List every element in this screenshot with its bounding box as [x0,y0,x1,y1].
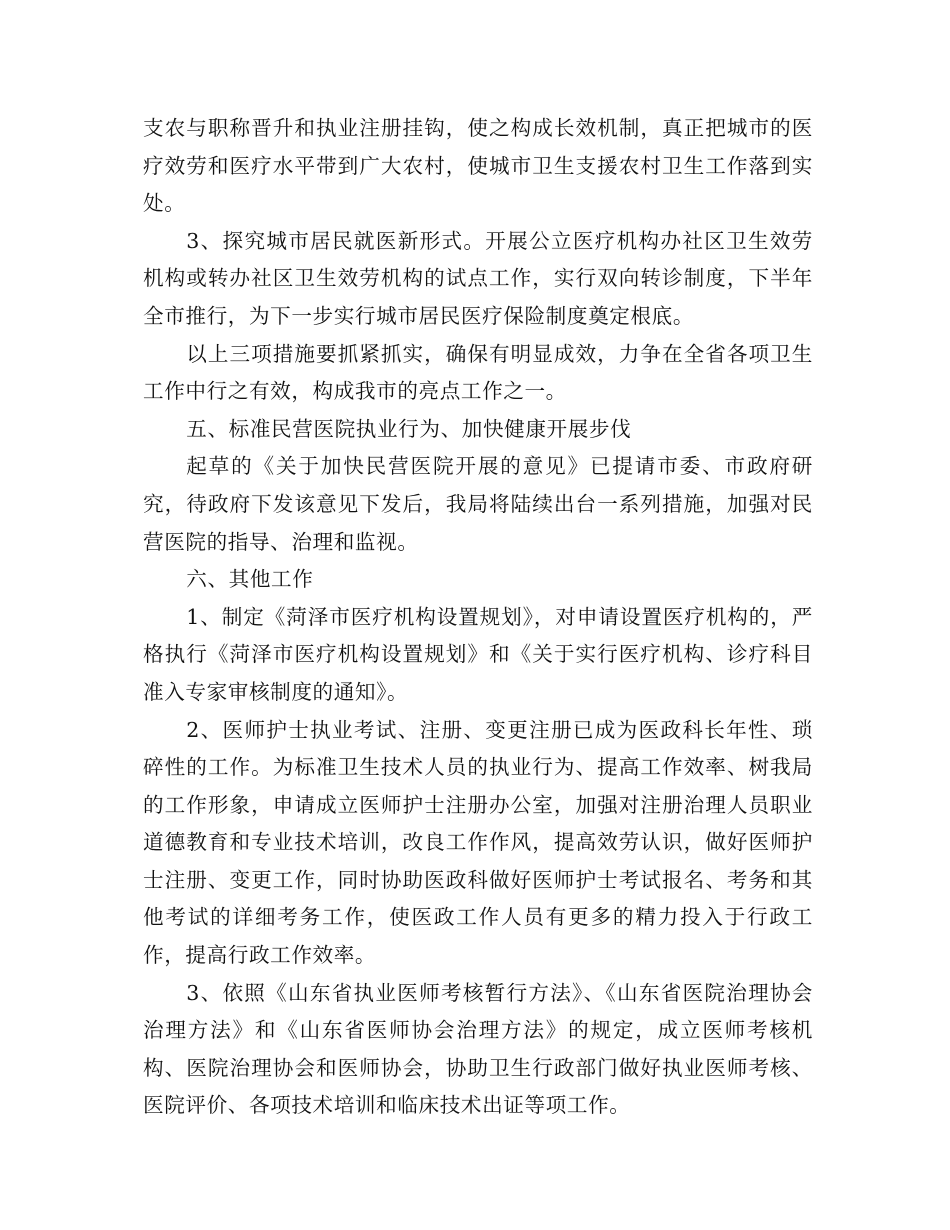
paragraph-item-2-registration: 2、医师护士执业考试、注册、变更注册已成为医政科长年性、琐碎性的工作。为标准卫生技术人员的执业行为、提高工作效率、树我局的工作形象，申请成立医师护士注册办公室，加强对注册治理人员职业道德教育和专业技术培训，改良工作作风，提高效劳认识，做好医师护士注册、变更工作，同时协助医政科做好医师护士考试报名、考务和其他考试的详细考务工作，使医政工作人员有更多的精力投入于行政工作，提高行政工作效率。 [143,717,813,968]
paragraph-item-3-assessment: 3、依照《山东省执业医师考核暂行方法》、《山东省医院治理协会治理方法》和《山东省医师协会治理方法》的规定，成立医师考核机构、医院治理协会和医师协会，协助卫生行政部门做好执业医师考核、医院评价、各项技术培训和临床技术出证等项工作。 [143,980,813,1118]
paragraph-item-3-urban-medical: 3、探究城市居民就医新形式。开展公立医疗机构办社区卫生效劳机构或转办社区卫生效劳机构的试点工作，实行双向转诊制度，下半年全市推行，为下一步实行城市居民医疗保险制度奠定根底。 [143,228,813,328]
section-heading-five: 五、标准民营医院执业行为、加快健康开展步伐 [186,416,632,441]
paragraph-private-hospitals: 起草的《关于加快民营医院开展的意见》已提请市委、市政府研究，待政府下发该意见下发后，我局将陆续出台一系列措施，加强对民营医院的指导、治理和监视。 [143,454,813,554]
paragraph-three-measures: 以上三项措施要抓紧抓实，确保有明显成效，力争在全省各项卫生工作中行之有效，构成我市的亮点工作之一。 [143,341,813,404]
paragraph-continuation: 支农与职称晋升和执业注册挂钩，使之构成长效机制，真正把城市的医疗效劳和医疗水平带到广大农村，使城市卫生支援农村卫生工作落到实处。 [143,116,813,216]
document-body [143,110,813,1125]
paragraph-item-1-planning: 1、制定《菏泽市医疗机构设置规划》，对申请设置医疗机构的，严格执行《菏泽市医疗机构设置规划》和《关于实行医疗机构、诊疗科目准入专家审核制度的通知》。 [143,604,813,704]
section-heading-six: 六、其他工作 [186,567,314,592]
